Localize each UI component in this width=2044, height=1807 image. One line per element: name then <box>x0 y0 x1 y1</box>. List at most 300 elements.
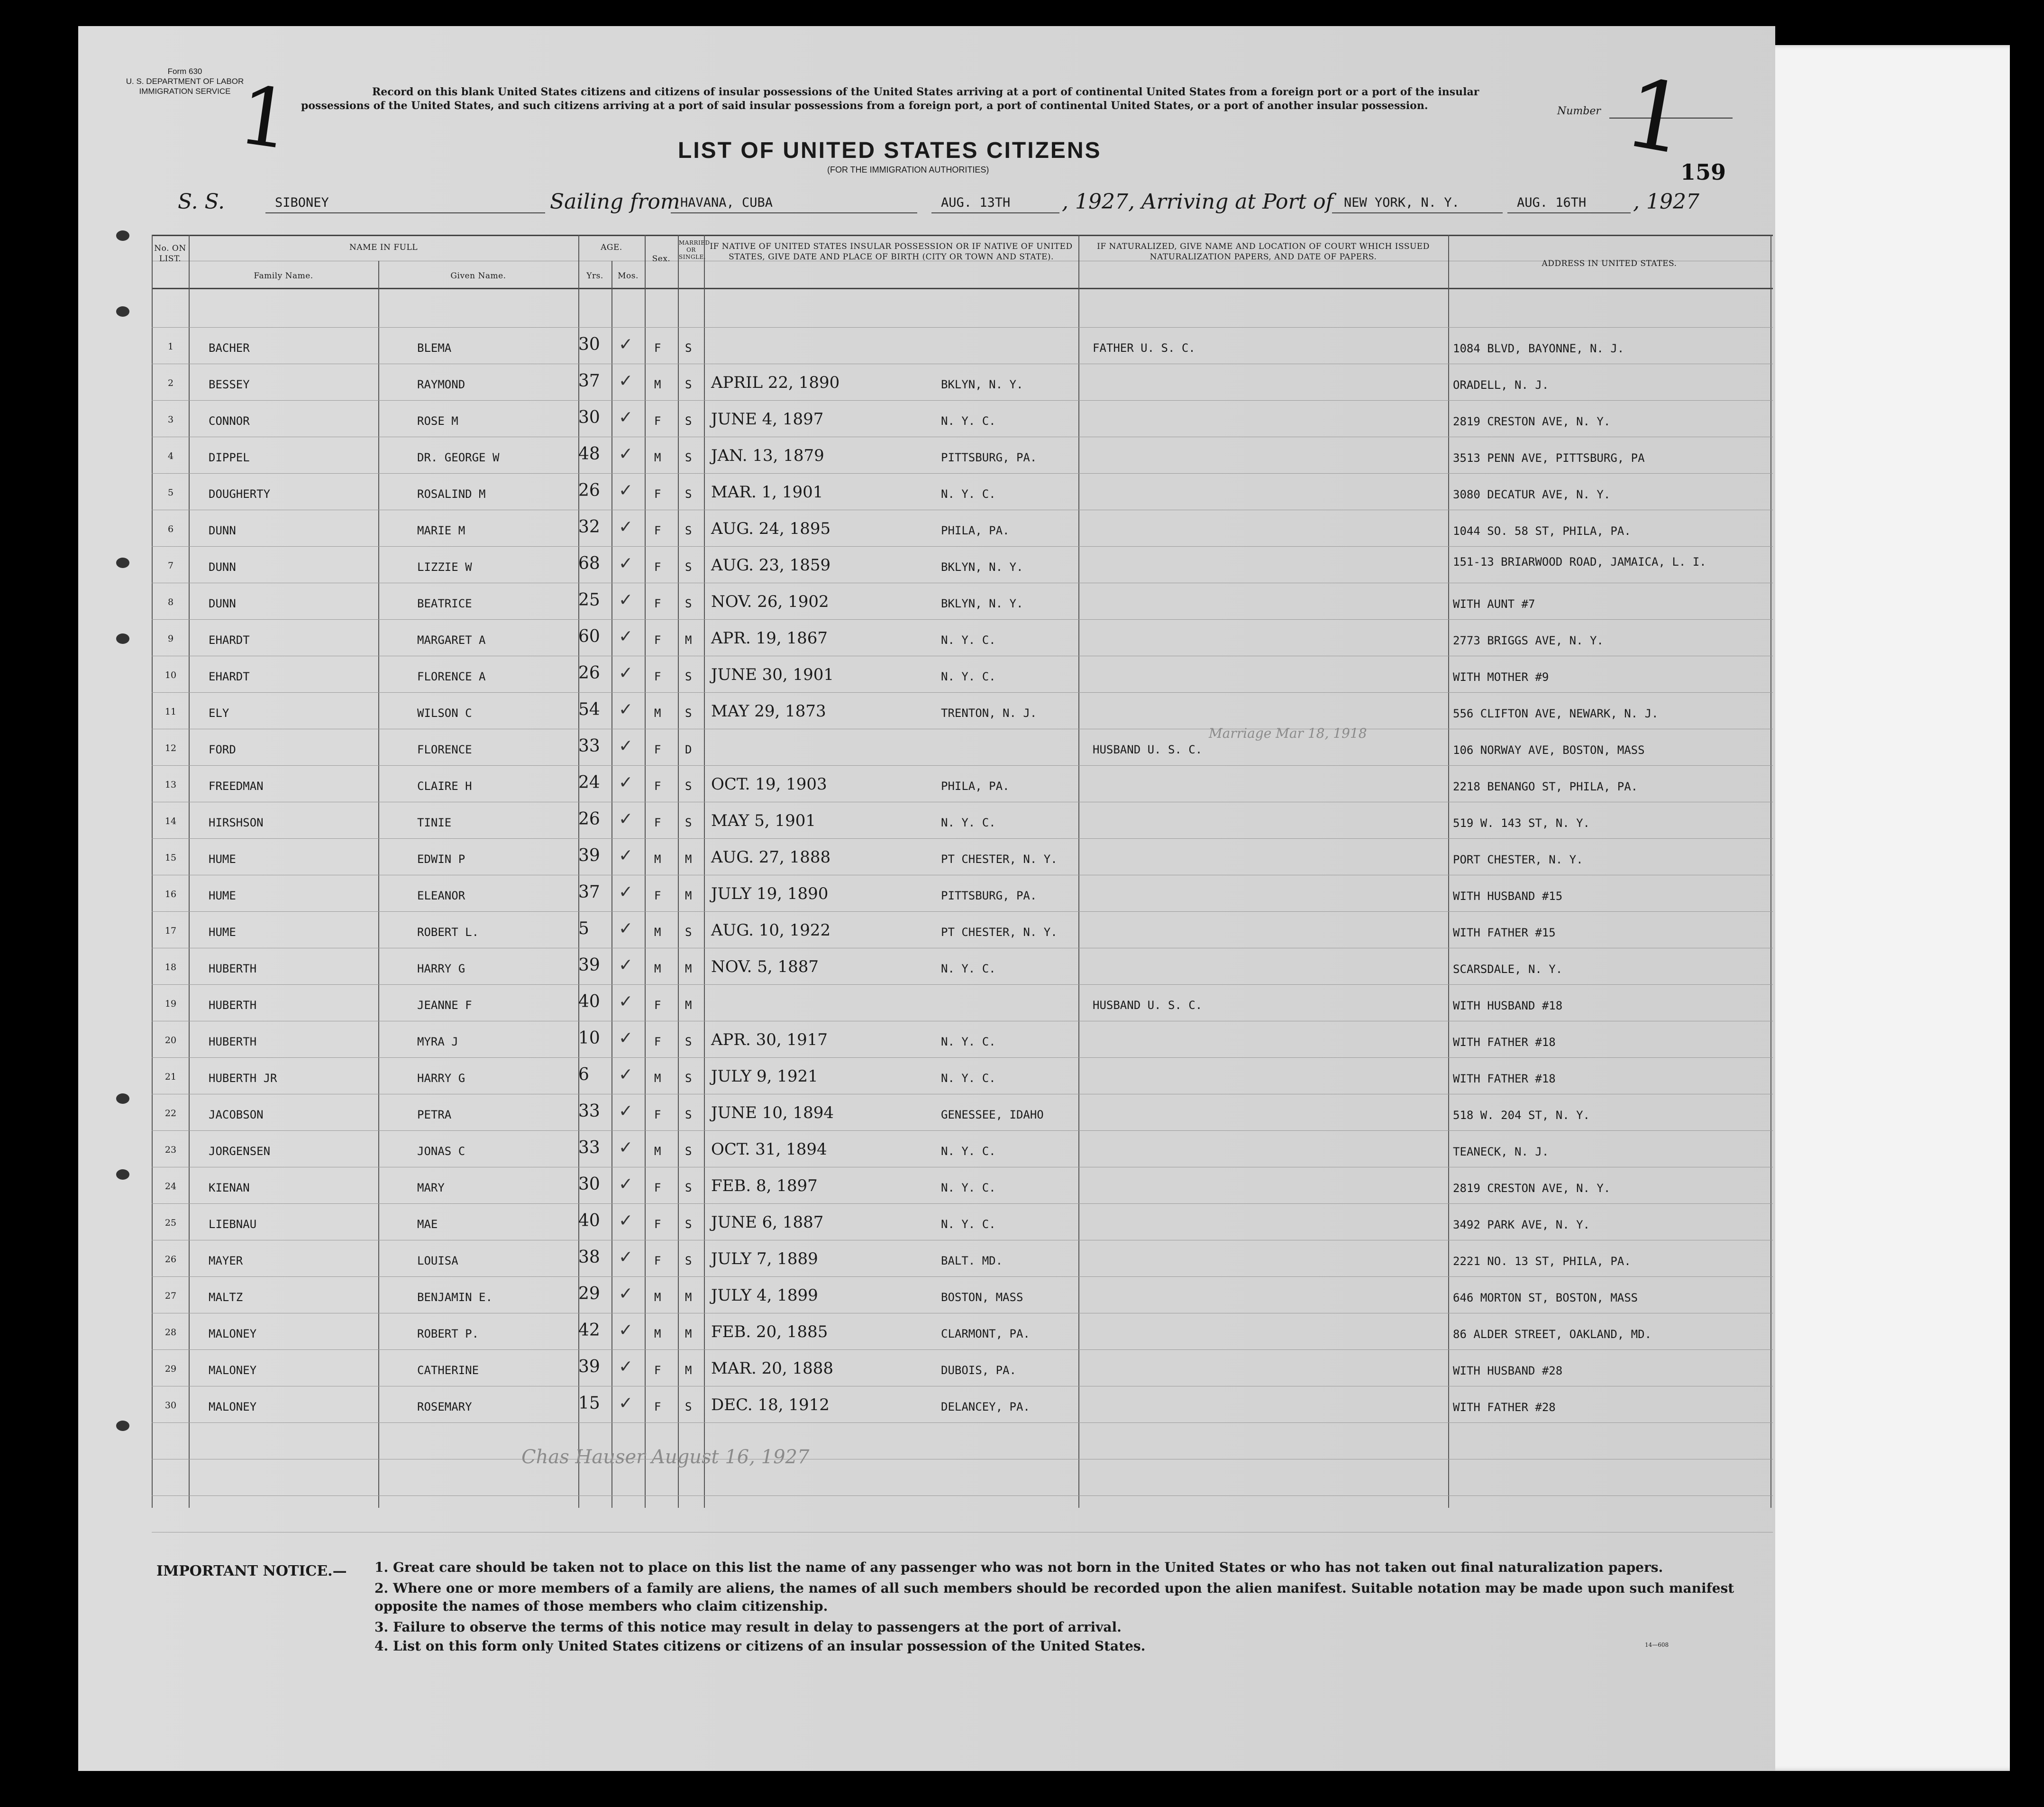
birth-place: N. Y. C. <box>941 633 996 647</box>
birth-date: OCT. 19, 1903 <box>711 775 827 794</box>
marital-status: S <box>685 451 692 464</box>
age-years: 40 <box>578 1211 600 1230</box>
given-name: LOUISA <box>417 1254 458 1267</box>
birth-place: BALT. MD. <box>941 1254 1003 1267</box>
row-number: 29 <box>164 1364 177 1374</box>
check-mark: ✓ <box>619 773 633 792</box>
binding-hole <box>116 306 129 317</box>
birth-place: N. Y. C. <box>941 816 996 829</box>
col-header-address: ADDRESS IN UNITED STATES. <box>1542 259 1677 268</box>
check-mark: ✓ <box>619 809 633 829</box>
row-number: 26 <box>164 1254 177 1265</box>
sex: F <box>654 633 661 647</box>
sex: F <box>654 1364 661 1377</box>
check-mark: ✓ <box>619 1101 633 1121</box>
family-name: LIEBNAU <box>209 1218 257 1231</box>
col-line <box>611 261 612 1508</box>
row-number: 21 <box>164 1072 177 1082</box>
address: 2819 CRESTON AVE, N. Y. <box>1453 1182 1611 1195</box>
sex: M <box>654 706 661 720</box>
row-number: 9 <box>167 633 174 644</box>
family-name: DIPPEL <box>209 451 250 464</box>
form-header <box>111 66 258 96</box>
birth-place: N. Y. C. <box>941 670 996 683</box>
check-mark: ✓ <box>619 919 633 938</box>
col-line <box>1770 235 1771 1508</box>
arrival-date-underline <box>1507 212 1631 213</box>
row-number: 4 <box>167 451 174 461</box>
given-name: TINIE <box>417 816 452 829</box>
sex: F <box>654 780 661 793</box>
row-number: 28 <box>164 1327 177 1338</box>
given-name: JEANNE F <box>417 999 472 1012</box>
sex: M <box>654 451 661 464</box>
birth-date: JULY 7, 1889 <box>711 1249 818 1268</box>
birth-date: APR. 19, 1867 <box>711 629 828 648</box>
family-name: HUME <box>209 853 236 866</box>
given-name: WILSON C <box>417 706 472 720</box>
check-mark: ✓ <box>619 1357 633 1376</box>
notice-item-2: 2. Where one or more members of a family are aliens, the names of all such members should be recorded upon the alien manifest. Suitable notation may be made upon such manifest opposite the names of those members who claim citizenship. <box>374 1580 1734 1614</box>
marital-status: S <box>685 1254 692 1267</box>
binding-hole <box>116 230 129 241</box>
left-handwritten-mark: 1 <box>233 68 297 168</box>
given-name: JONAS C <box>417 1145 465 1158</box>
marital-status: S <box>685 1181 692 1194</box>
address: 3513 PENN AVE, PITTSBURG, PA <box>1453 451 1645 465</box>
age-years: 39 <box>578 955 600 975</box>
sailing-underline <box>671 212 917 213</box>
address: 2218 BENANGO ST, PHILA, PA. <box>1453 780 1638 793</box>
birth-date: JUNE 6, 1887 <box>711 1213 824 1232</box>
binding-hole <box>116 1093 129 1104</box>
marital-status: S <box>685 1400 692 1413</box>
marital-status: M <box>685 1327 692 1340</box>
marital-status: S <box>685 1035 692 1048</box>
birth-place: BKLYN, N. Y. <box>941 597 1023 610</box>
address: 1044 SO. 58 ST, PHILA, PA. <box>1453 524 1631 538</box>
age-years: 26 <box>578 481 600 500</box>
birth-date: AUG. 27, 1888 <box>711 848 831 867</box>
ruled-line <box>152 838 1773 839</box>
given-name: EDWIN P <box>417 853 465 866</box>
faint-signature: Chas Hauser August 16, 1927 <box>521 1446 810 1468</box>
birth-date: MAY 29, 1873 <box>711 702 826 721</box>
age-years: 30 <box>578 1174 600 1194</box>
marital-status: S <box>685 341 692 355</box>
address: WITH FATHER #15 <box>1453 926 1556 939</box>
age-years: 60 <box>578 627 600 646</box>
marital-status: S <box>685 926 692 939</box>
marital-status: M <box>685 633 692 647</box>
birth-place: N. Y. C. <box>941 962 996 975</box>
naturalization-info: HUSBAND U. S. C. <box>1093 999 1203 1012</box>
age-years: 33 <box>578 1138 600 1157</box>
family-name: DOUGHERTY <box>209 487 271 501</box>
family-name: DUNN <box>209 597 236 610</box>
family-name: HUME <box>209 926 236 939</box>
marital-status: S <box>685 780 692 793</box>
family-name: HUBERTH <box>209 999 257 1012</box>
address: 519 W. 143 ST, N. Y. <box>1453 816 1590 830</box>
sailing-label: Sailing from <box>550 190 680 214</box>
arrival-date: AUG. 16TH <box>1517 195 1587 210</box>
ruled-line <box>152 619 1773 620</box>
form-number: Form 630 <box>167 67 202 76</box>
notice-item-1: 1. Great care should be taken not to place on this list the name of any passenger who was not born in the United States or who has not taken out final naturalization papers. <box>374 1559 1663 1575</box>
marital-status: S <box>685 597 692 610</box>
binding-hole <box>116 1421 129 1431</box>
col-line <box>704 235 705 1508</box>
address: WITH MOTHER #9 <box>1453 670 1549 684</box>
age-years: 25 <box>578 590 600 610</box>
faint-note: Marriage Mar 18, 1918 <box>1209 725 1367 741</box>
birth-date: FEB. 20, 1885 <box>711 1322 828 1341</box>
address: WITH FATHER #28 <box>1453 1401 1556 1414</box>
marital-status: S <box>685 560 692 574</box>
row-number: 27 <box>164 1291 177 1301</box>
birth-date: AUG. 10, 1922 <box>711 921 831 940</box>
birth-date: JAN. 13, 1879 <box>711 446 824 465</box>
address: WITH FATHER #18 <box>1453 1036 1556 1049</box>
family-name: MALONEY <box>209 1364 257 1377</box>
ruled-line <box>152 546 1773 547</box>
given-name: ROSALIND M <box>417 487 486 501</box>
family-name: MAYER <box>209 1254 243 1267</box>
family-name: FREEDMAN <box>209 780 264 793</box>
address: WITH FATHER #18 <box>1453 1072 1556 1085</box>
address: 2819 CRESTON AVE, N. Y. <box>1453 415 1611 428</box>
birth-place: BKLYN, N. Y. <box>941 560 1023 574</box>
birth-date: AUG. 24, 1895 <box>711 519 831 538</box>
col-header-given: Given Name. <box>450 271 506 281</box>
marital-status: M <box>685 999 692 1012</box>
given-name: BLEMA <box>417 341 452 355</box>
check-mark: ✓ <box>619 1394 633 1413</box>
notice-item-4: 4. List on this form only United States citizens or citizens of an insular possession of the United States. <box>374 1638 1146 1654</box>
check-mark: ✓ <box>619 554 633 573</box>
birth-place: CLARMONT, PA. <box>941 1327 1030 1340</box>
sex: M <box>654 1145 661 1158</box>
sex: F <box>654 1035 661 1048</box>
given-name: RAYMOND <box>417 378 465 391</box>
birth-date: JULY 9, 1921 <box>711 1067 818 1086</box>
given-name: MARY <box>417 1181 445 1194</box>
number-label: Number <box>1557 105 1601 117</box>
marital-status: S <box>685 1108 692 1121</box>
birth-date: APR. 30, 1917 <box>711 1030 828 1049</box>
sex: F <box>654 560 661 574</box>
given-name: HARRY G <box>417 1072 465 1085</box>
given-name: LIZZIE W <box>417 560 472 574</box>
age-years: 30 <box>578 335 600 354</box>
row-number: 30 <box>164 1400 177 1411</box>
record-instructions: Record on this blank United States citizens and citizens of insular possessions of the United States arriving at a port of continental United States from a foreign port or a port of the insular possessions of the United States, and such citizens arriving at a port of said insular possessions from a foreign port, a port of continental United States, or a port of another insular possession. <box>301 86 1479 112</box>
sex: F <box>654 1108 661 1121</box>
address: 151-13 BRIARWOOD ROAD, JAMAICA, L. I. <box>1453 555 1706 569</box>
row-number: 10 <box>164 670 177 680</box>
row-number: 5 <box>167 487 174 498</box>
row-number: 18 <box>164 962 177 972</box>
adjacent-page <box>1744 45 2010 1771</box>
check-mark: ✓ <box>619 736 633 756</box>
address: PORT CHESTER, N. Y. <box>1453 853 1583 866</box>
marital-status: S <box>685 670 692 683</box>
given-name: ELEANOR <box>417 889 465 902</box>
address: 3080 DECATUR AVE, N. Y. <box>1453 488 1611 501</box>
check-mark: ✓ <box>619 444 633 464</box>
given-name: MARGARET A <box>417 633 486 647</box>
age-years: 37 <box>578 371 600 391</box>
birth-date: JULY 19, 1890 <box>711 884 829 903</box>
department: U. S. DEPARTMENT OF LABOR <box>126 77 244 86</box>
age-years: 33 <box>578 1101 600 1121</box>
sex: F <box>654 743 661 756</box>
birth-date: MAY 5, 1901 <box>711 811 816 830</box>
col-line <box>378 261 379 1508</box>
age-years: 26 <box>578 809 600 829</box>
ruled-line <box>152 327 1773 328</box>
sex: F <box>654 1254 661 1267</box>
family-name: HIRSHSON <box>209 816 264 829</box>
check-mark: ✓ <box>619 371 633 391</box>
age-years: 40 <box>578 992 600 1011</box>
col-header-name: NAME IN FULL <box>349 243 418 252</box>
sex: F <box>654 597 661 610</box>
given-name: MARIE M <box>417 524 465 537</box>
header-bottom-border <box>152 288 1773 289</box>
check-mark: ✓ <box>619 1138 633 1157</box>
ruled-line <box>152 692 1773 693</box>
family-name: MALONEY <box>209 1400 257 1413</box>
row-number: 15 <box>164 853 177 863</box>
sex: F <box>654 487 661 501</box>
birth-place: N. Y. C. <box>941 1218 996 1231</box>
address: 646 MORTON ST, BOSTON, MASS <box>1453 1291 1638 1304</box>
age-years: 6 <box>578 1065 589 1084</box>
age-years: 32 <box>578 517 600 537</box>
family-name: MALTZ <box>209 1291 243 1304</box>
address: 556 CLIFTON AVE, NEWARK, N. J. <box>1453 707 1659 720</box>
address: 2221 NO. 13 ST, PHILA, PA. <box>1453 1255 1631 1268</box>
marital-status: S <box>685 378 692 391</box>
marital-status: S <box>685 1072 692 1085</box>
sex: M <box>654 1291 661 1304</box>
family-name: BESSEY <box>209 378 250 391</box>
birth-place: DUBOIS, PA. <box>941 1364 1016 1377</box>
notice-heading: IMPORTANT NOTICE.— <box>156 1563 347 1579</box>
birth-place: N. Y. C. <box>941 1145 996 1158</box>
row-number: 24 <box>164 1181 177 1192</box>
ruled-line <box>152 984 1773 985</box>
row-number: 11 <box>164 706 177 717</box>
check-mark: ✓ <box>619 1211 633 1230</box>
birth-place: PT CHESTER, N. Y. <box>941 853 1058 866</box>
ruled-line <box>152 473 1773 474</box>
marital-status: D <box>685 743 692 756</box>
col-header-age: AGE. <box>601 243 622 252</box>
check-mark: ✓ <box>619 481 633 500</box>
ruled-line <box>152 400 1773 401</box>
family-name: FORD <box>209 743 236 756</box>
marital-status: M <box>685 1364 692 1377</box>
col-line <box>152 235 153 1508</box>
given-name: MYRA J <box>417 1035 458 1048</box>
given-name: BENJAMIN E. <box>417 1291 493 1304</box>
birth-place: N. Y. C. <box>941 487 996 501</box>
marital-status: S <box>685 487 692 501</box>
page-subtitle: (FOR THE IMMIGRATION AUTHORITIES) <box>827 165 989 174</box>
row-number: 14 <box>164 816 177 826</box>
age-years: 26 <box>578 663 600 683</box>
age-years: 38 <box>578 1247 600 1267</box>
sex: M <box>654 962 661 975</box>
given-name: DR. GEORGE W <box>417 451 500 464</box>
binding-hole <box>116 558 129 568</box>
sex: F <box>654 341 661 355</box>
row-number: 25 <box>164 1218 177 1228</box>
naturalization-info: FATHER U. S. C. <box>1093 341 1195 355</box>
table-top-border <box>152 235 1773 236</box>
birth-place: DELANCEY, PA. <box>941 1400 1030 1413</box>
check-mark: ✓ <box>619 627 633 646</box>
row-number: 1 <box>167 341 174 352</box>
marital-status: S <box>685 1218 692 1231</box>
sex: F <box>654 999 661 1012</box>
family-name: KIENAN <box>209 1181 250 1194</box>
birth-date: MAR. 1, 1901 <box>711 483 823 502</box>
birth-place: N. Y. C. <box>941 1072 996 1085</box>
birth-place: BKLYN, N. Y. <box>941 378 1023 391</box>
age-years: 68 <box>578 554 600 573</box>
birth-date: JUNE 30, 1901 <box>711 665 834 684</box>
sex: F <box>654 524 661 537</box>
given-name: PETRA <box>417 1108 452 1121</box>
birth-place: N. Y. C. <box>941 414 996 428</box>
age-years: 30 <box>578 408 600 427</box>
family-name: HUBERTH <box>209 962 257 975</box>
birth-date: NOV. 5, 1887 <box>711 957 819 976</box>
family-name: EHARDT <box>209 670 250 683</box>
given-name: ROSE M <box>417 414 458 428</box>
birth-date: NOV. 26, 1902 <box>711 592 829 611</box>
address: SCARSDALE, N. Y. <box>1453 963 1563 976</box>
family-name: HUME <box>209 889 236 902</box>
ruled-line <box>152 911 1773 912</box>
row-number: 22 <box>164 1108 177 1119</box>
binding-hole <box>116 633 129 644</box>
age-years: 33 <box>578 736 600 756</box>
birth-place: N. Y. C. <box>941 1035 996 1048</box>
naturalization-info: HUSBAND U. S. C. <box>1093 743 1203 756</box>
sex: F <box>654 1400 661 1413</box>
address: WITH HUSBAND #15 <box>1453 890 1563 903</box>
check-mark: ✓ <box>619 992 633 1011</box>
birth-date: MAR. 20, 1888 <box>711 1359 833 1378</box>
ruled-line <box>152 1276 1773 1277</box>
sex: F <box>654 1218 661 1231</box>
age-years: 39 <box>578 846 600 865</box>
col-line <box>645 235 646 1508</box>
ruled-line <box>152 1057 1773 1058</box>
ruled-line <box>152 1349 1773 1350</box>
sex: M <box>654 1072 661 1085</box>
birth-date: OCT. 31, 1894 <box>711 1140 827 1159</box>
birth-date: JULY 4, 1899 <box>711 1286 818 1305</box>
col-header-sex: Sex. <box>652 254 671 264</box>
family-name: DUNN <box>209 560 236 574</box>
marital-status: M <box>685 853 692 866</box>
col-line <box>678 235 679 1508</box>
col-line <box>1448 235 1449 1508</box>
row-number: 6 <box>167 524 174 534</box>
family-name: CONNOR <box>209 414 250 428</box>
check-mark: ✓ <box>619 1321 633 1340</box>
given-name: CLAIRE H <box>417 780 472 793</box>
address: 106 NORWAY AVE, BOSTON, MASS <box>1453 743 1645 757</box>
sailing-from: HAVANA, CUBA <box>680 195 773 210</box>
notice-item-3: 3. Failure to observe the terms of this notice may result in delay to passengers at the port of arrival. <box>374 1619 1122 1635</box>
given-name: CATHERINE <box>417 1364 479 1377</box>
birth-place: PT CHESTER, N. Y. <box>941 926 1058 939</box>
ship-underline <box>265 212 545 213</box>
sex: M <box>654 853 661 866</box>
service: IMMIGRATION SERVICE <box>139 87 231 96</box>
birth-place: PHILA, PA. <box>941 524 1010 537</box>
col-header-yrs: Yrs. <box>586 271 603 281</box>
ruled-line <box>152 1130 1773 1131</box>
number-value: 1 <box>1616 57 1696 177</box>
marital-status: S <box>685 524 692 537</box>
family-name: HUBERTH <box>209 1035 257 1048</box>
check-mark: ✓ <box>619 846 633 865</box>
port-underline <box>1332 212 1503 213</box>
birth-place: N. Y. C. <box>941 1181 996 1194</box>
check-mark: ✓ <box>619 1028 633 1048</box>
sailing-date: AUG. 13TH <box>941 195 1011 210</box>
row-number: 13 <box>164 780 177 790</box>
check-mark: ✓ <box>619 517 633 537</box>
age-years: 39 <box>578 1357 600 1376</box>
age-years: 10 <box>578 1028 600 1048</box>
age-years: 24 <box>578 773 600 792</box>
age-years: 29 <box>578 1284 600 1303</box>
family-name: JORGENSEN <box>209 1145 271 1158</box>
address: 1084 BLVD, BAYONNE, N. J. <box>1453 342 1624 355</box>
ruled-line <box>152 765 1773 766</box>
row-number: 19 <box>164 999 177 1009</box>
birth-place: PHILA, PA. <box>941 780 1010 793</box>
page-title: LIST OF UNITED STATES CITIZENS <box>678 138 1102 163</box>
binding-hole <box>116 1169 129 1180</box>
birth-place: TRENTON, N. J. <box>941 706 1037 720</box>
check-mark: ✓ <box>619 700 633 719</box>
given-name: BEATRICE <box>417 597 472 610</box>
row-number: 16 <box>164 889 177 899</box>
address: WITH AUNT #7 <box>1453 597 1535 611</box>
birth-date: JUNE 10, 1894 <box>711 1103 834 1122</box>
sex: F <box>654 889 661 902</box>
marital-status: M <box>685 962 692 975</box>
birth-date: AUG. 23, 1859 <box>711 556 831 575</box>
marital-status: M <box>685 1291 692 1304</box>
marital-status: S <box>685 816 692 829</box>
birth-place: GENESSEE, IDAHO <box>941 1108 1044 1121</box>
given-name: FLORENCE <box>417 743 472 756</box>
arrival-year: , 1927 <box>1633 190 1699 214</box>
age-years: 42 <box>578 1321 600 1340</box>
passenger-table <box>152 235 1773 1508</box>
